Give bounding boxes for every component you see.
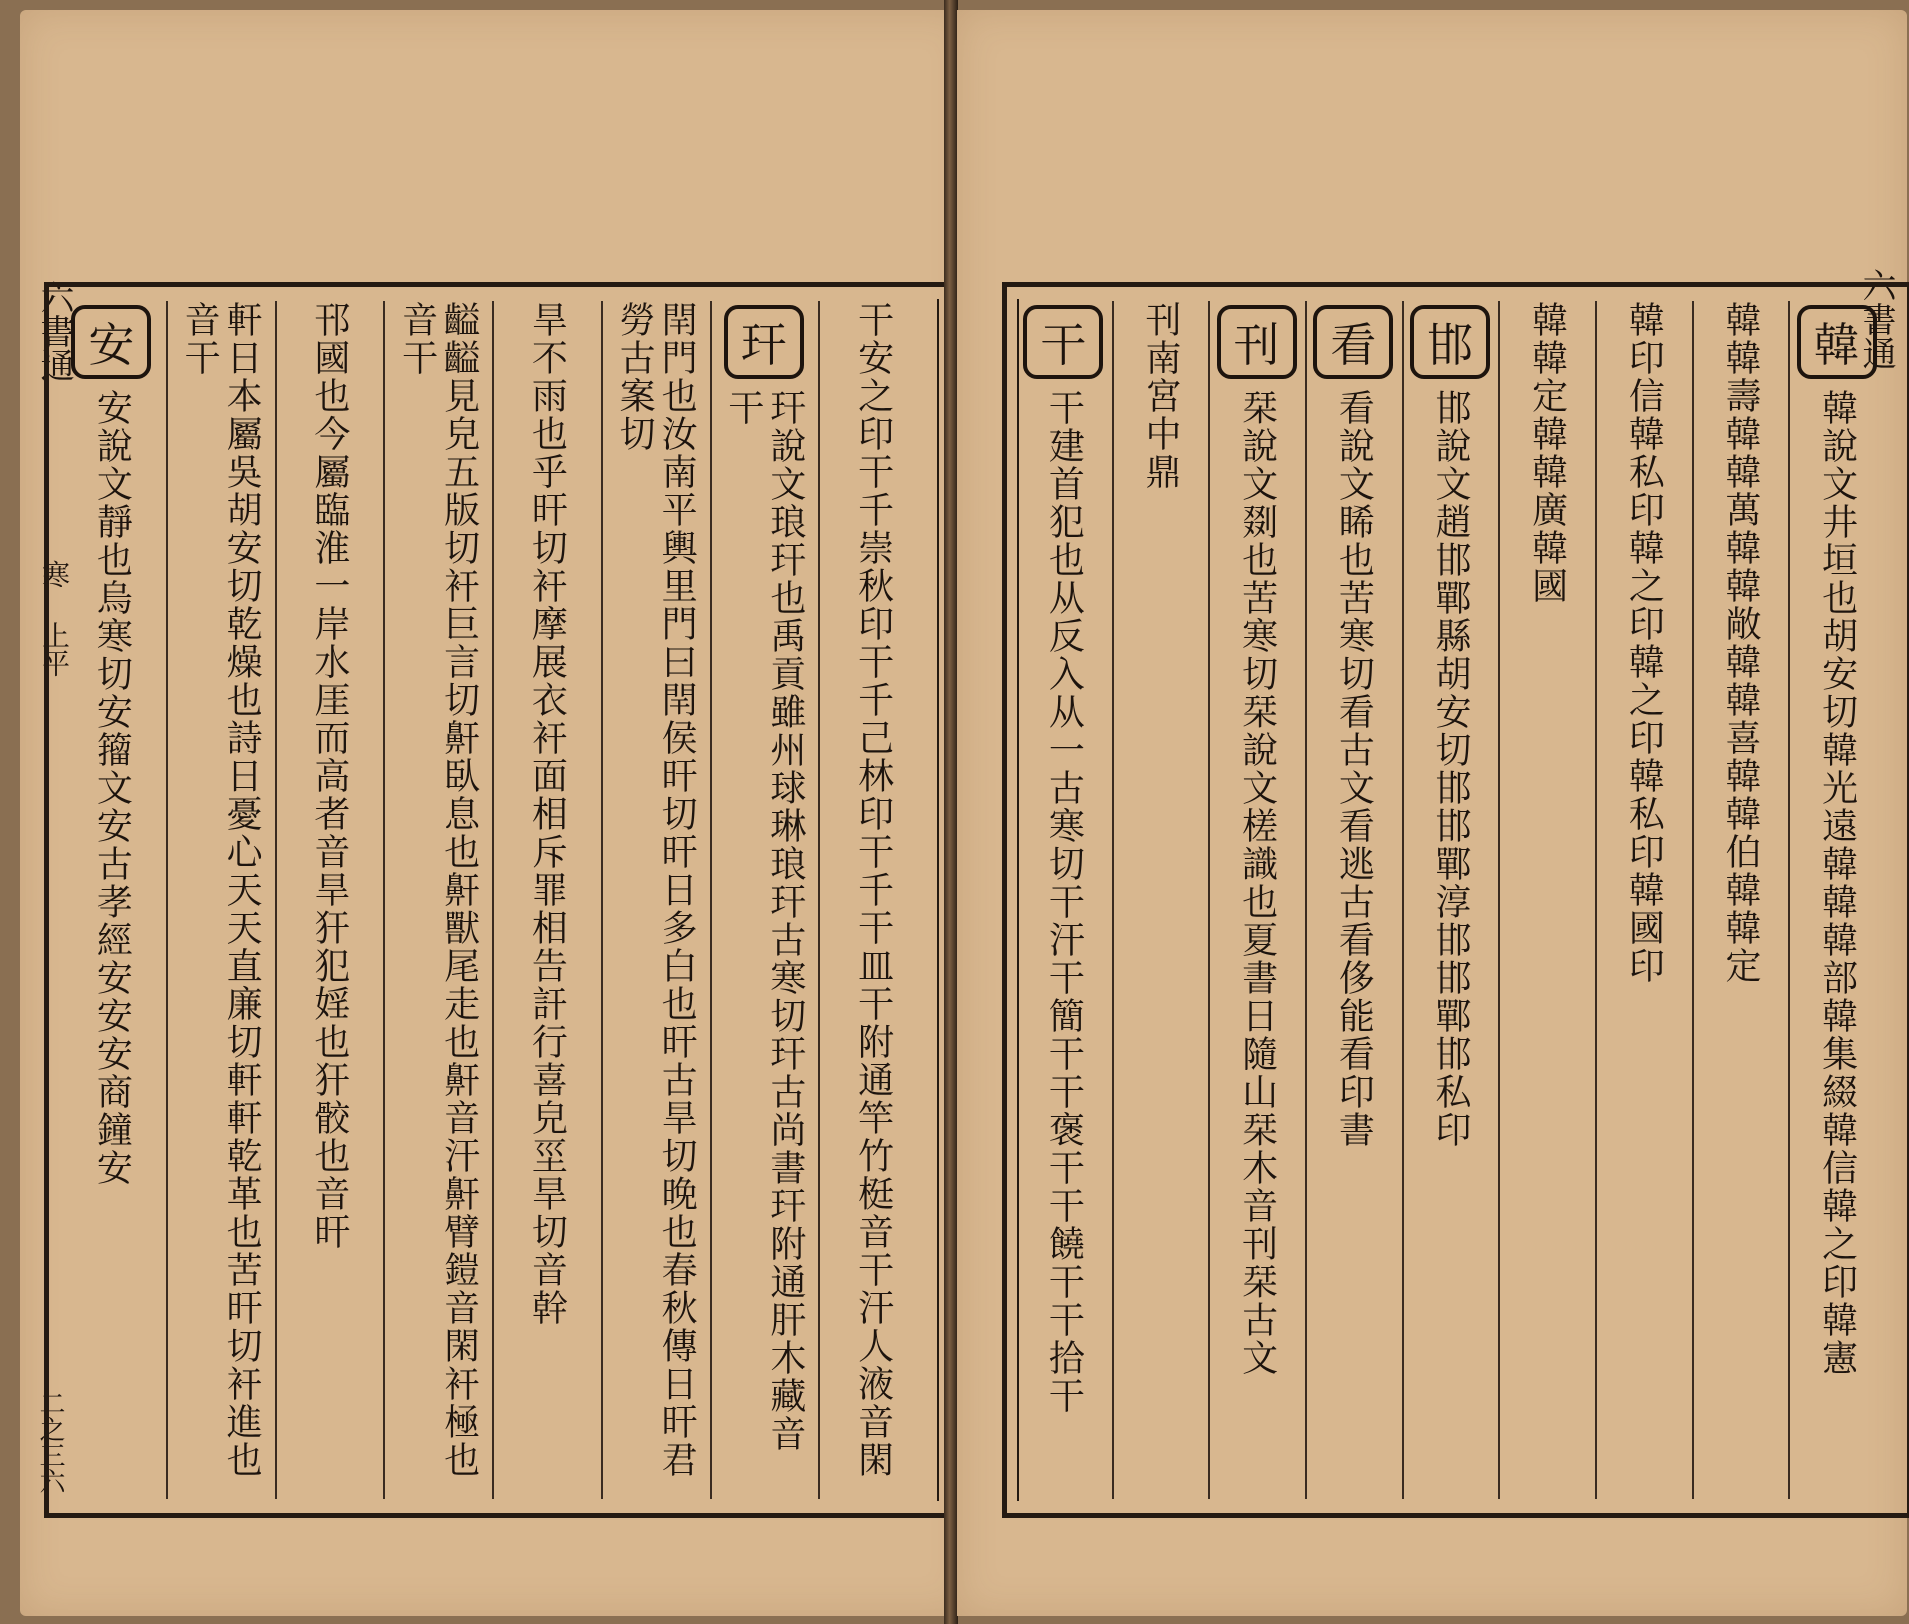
text-column [1305,301,1402,1499]
text-column [1112,301,1209,1499]
text-column [166,301,275,1499]
text-column [383,301,492,1499]
column-text: 韓韓定韓韓廣韓國 [1526,301,1568,605]
column-text: 齸齸見皃五版切衦巨言切鼾臥息也鼾獸尾走也鼾音汗鼾臂鎧音閑衦極也音干 [396,301,480,1479]
folio-number: 二之三六 [35,1390,65,1494]
column-divider [1788,301,1790,1499]
column-text: 韓印信韓私印韓之印韓之印韓私印韓國印 [1623,301,1665,985]
column-text: 韓說文井垣也胡安切韓光遠韓韓韓部韓集綴韓信韓之印韓憲 [1816,389,1858,1377]
book-spine [944,0,958,1624]
entry-head-character: 邯 [1410,305,1490,379]
column-divider [383,301,385,1499]
column-text: 邯說文趙邯鄲縣胡安切邯邯鄲淳邯邯鄲邯私印 [1429,389,1471,1149]
column-text: 栞說文剟也苦寒切栞說文槎識也夏書日隨山栞木音刊栞古文 [1236,389,1278,1377]
column-text: 旱不雨也乎旰切衦摩展衣衦面相斥罪相告訐行喜皃坙旱切音幹 [526,301,568,1327]
text-column [1015,301,1112,1499]
left-margin-section: 寒 上平 [38,560,71,677]
right-page [957,10,1907,1616]
entry-head-character: 安 [71,305,151,379]
text-column [1788,301,1885,1499]
text-column [492,301,601,1499]
column-divider [1692,301,1694,1499]
column-divider [710,301,712,1499]
text-column [1402,301,1499,1499]
column-divider [166,301,168,1499]
left-print-frame [44,282,954,1518]
text-column [275,301,384,1499]
text-column [1208,301,1305,1499]
column-text: 韓韓壽韓韓萬韓韓敞韓韓喜韓韓伯韓韓定 [1719,301,1761,985]
column-divider [1595,301,1597,1499]
column-text: 邗國也今屬臨淮一岸水厓而高者音旱犴犯婬也犴骹也音旰 [308,301,350,1251]
column-divider [1112,301,1114,1499]
entry-head-character: 刊 [1217,305,1297,379]
left-margin-title: 六書通 [34,280,74,382]
text-column [1692,301,1789,1499]
column-text: 玕說文琅玕也禹貢雖州球琳琅玕古寒切玕古尚書玕附通肝木藏音干 [722,389,806,1453]
column-text: 看說文睎也苦寒切看古文看逃古看侈能看印書 [1333,389,1375,1149]
entry-head-character: 干 [1023,305,1103,379]
right-margin-title: 六書通 [1856,268,1896,370]
right-print-frame [1002,282,1909,1518]
entry-head-character: 韓 [1797,305,1877,379]
column-divider [818,301,820,1499]
left-page [20,10,970,1616]
text-column [57,301,166,1499]
text-column [601,301,710,1499]
column-divider [601,301,603,1499]
column-divider [1208,301,1210,1499]
column-text: 干建首犯也从反入从一古寒切干汗干簡干干褒干干饒干干拾干 [1043,389,1085,1415]
text-column [710,301,819,1499]
text-column [1595,301,1692,1499]
text-column [818,301,927,1499]
column-divider [1402,301,1404,1499]
column-divider [275,301,277,1499]
column-text: 干安之印干千崇秋印干千己林印干千干皿干附通竿竹梃音干汗人液音閑 [852,301,894,1479]
entry-head-character: 玕 [724,305,804,379]
column-divider [492,301,494,1499]
text-column [1498,301,1595,1499]
entry-head-character: 看 [1313,305,1393,379]
column-divider [1305,301,1307,1499]
column-text: 刊南宮中鼎 [1139,301,1181,491]
column-text: 安說文靜也烏寒切安籀文安古孝經安安安商鐘安 [91,389,133,1187]
column-text: 軒日本屬吳胡安切乾燥也詩日憂心天天直廉切軒軒乾革也苦旰切衦進也音干 [179,301,263,1479]
column-divider [1498,301,1500,1499]
column-text: 閈門也汝南平輿里門曰閈侯旰切旰日多白也旰古旱切晚也春秋傳日旰君勞古案切 [614,301,698,1479]
